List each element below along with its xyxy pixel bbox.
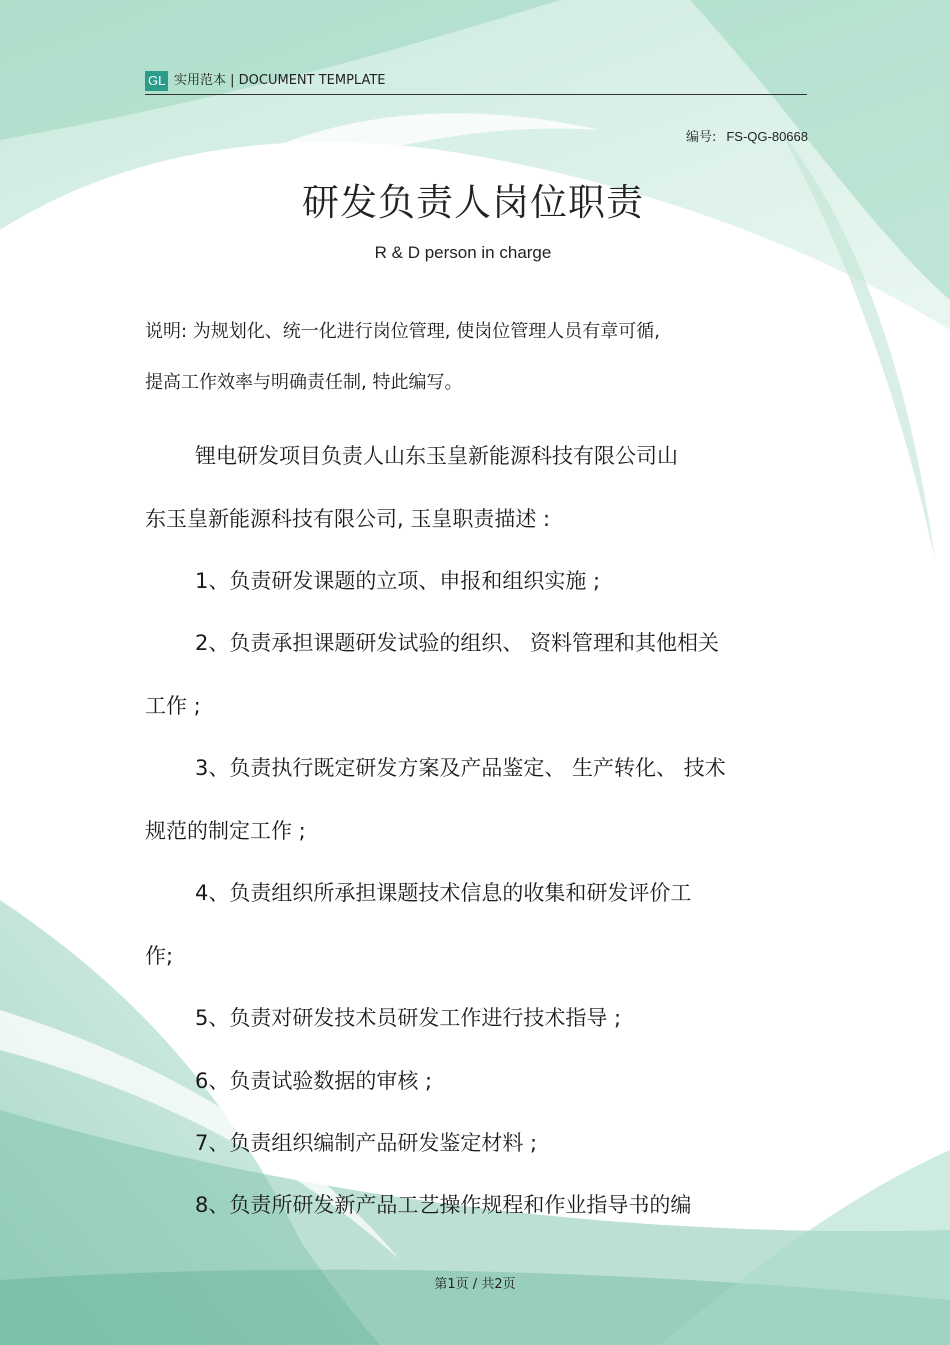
body-line: 锂电研发项目负责人山东玉皇新能源科技有限公司山 <box>195 444 678 468</box>
duty-item-4-cont: 作; <box>145 944 174 968</box>
document-number-label: 编号: <box>685 130 717 145</box>
page-subtitle: R & D person in charge <box>374 243 552 262</box>
duty-item-3-cont: 规范的制定工作 ; <box>145 819 306 843</box>
page-title: 研发负责人岗位职责 <box>302 181 644 224</box>
header-logo-badge: GL <box>145 71 168 91</box>
page-header <box>145 70 807 95</box>
note-line-1: 说明: 为规划化、统一化进行岗位管理, 使岗位管理人员有章可循, <box>145 321 660 342</box>
header-label: 实用范本 | DOCUMENT TEMPLATE <box>174 73 386 88</box>
page-footer: 第1页 / 共2页 <box>434 1277 516 1292</box>
note-line-2: 提高工作效率与明确责任制, 特此编写。 <box>145 372 463 393</box>
duty-item-7: 7、负责组织编制产品研发鉴定材料 ; <box>195 1131 538 1155</box>
duty-item-2: 2、负责承担课题研发试验的组织、 资料管理和其他相关 <box>195 631 720 655</box>
document-number <box>686 126 808 145</box>
duty-item-5: 5、负责对研发技术员研发工作进行技术指导 ; <box>195 1006 622 1030</box>
duty-item-1: 1、负责研发课题的立项、申报和组织实施 ; <box>195 569 601 593</box>
document-number-value: FS-QG-80668 <box>726 129 808 144</box>
duty-item-8: 8、负责所研发新产品工艺操作规程和作业指导书的编 <box>195 1193 692 1217</box>
duty-item-4: 4、负责组织所承担课题技术信息的收集和研发评价工 <box>195 881 692 905</box>
duty-item-6: 6、负责试验数据的审核 ; <box>195 1069 433 1093</box>
body-line: 东玉皇新能源科技有限公司, 玉皇职责描述 : <box>145 507 551 531</box>
duty-item-2-cont: 工作 ; <box>145 694 201 718</box>
duty-item-3: 3、负责执行既定研发方案及产品鉴定、 生产转化、 技术 <box>195 756 726 780</box>
